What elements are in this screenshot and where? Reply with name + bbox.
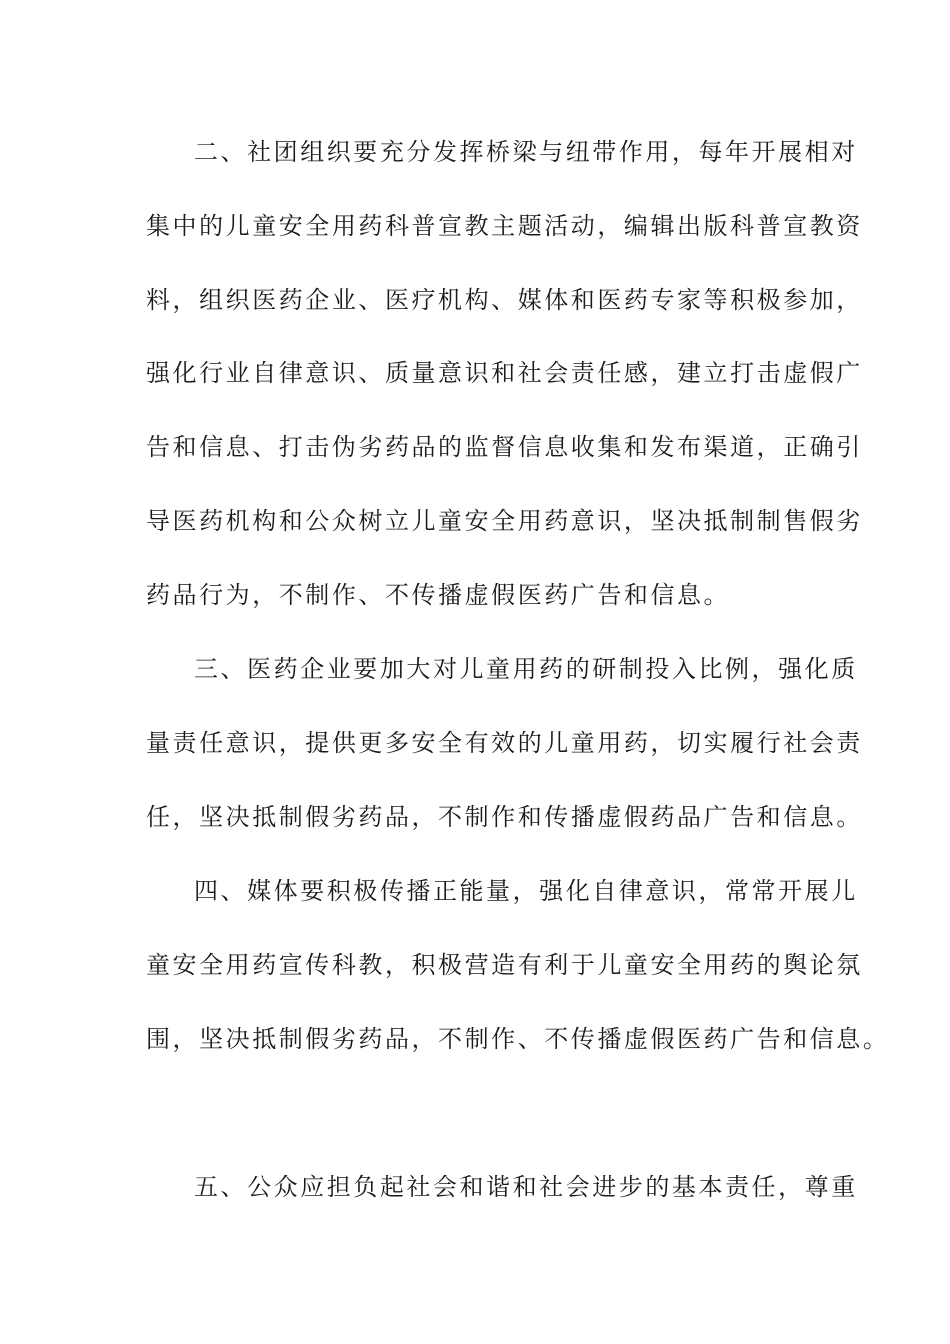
text-line: 三、医药企业要加大对儿童用药的研制投入比例，强化质 [194, 655, 858, 683]
text-line: 强化行业自律意识、质量意识和社会责任感，建立打击虚假广 [146, 359, 863, 387]
text-line: 围，坚决抵制假劣药品，不制作、不传播虚假医药广告和信息。 [146, 1025, 890, 1053]
text-line: 告和信息、打击伪劣药品的监督信息收集和发布渠道，正确引 [146, 433, 863, 461]
text-line: 二、社团组织要充分发挥桥梁与纽带作用，每年开展相对 [194, 138, 858, 166]
text-line: 童安全用药宣传科教，积极营造有利于儿童安全用药的舆论氛 [146, 951, 863, 979]
text-line: 四、媒体要积极传播正能量，强化自律意识，常常开展儿 [194, 877, 858, 905]
text-line: 五、公众应担负起社会和谐和社会进步的基本责任，尊重 [194, 1173, 858, 1201]
text-line: 导医药机构和公众树立儿童安全用药意识，坚决抵制制售假劣 [146, 507, 863, 535]
text-line: 料，组织医药企业、医疗机构、媒体和医药专家等积极参加， [146, 286, 863, 314]
text-line: 药品行为，不制作、不传播虚假医药广告和信息。 [146, 581, 731, 609]
text-line: 集中的儿童安全用药科普宣教主题活动，编辑出版科普宣教资 [146, 212, 863, 240]
text-line: 任，坚决抵制假劣药品，不制作和传播虚假药品广告和信息。 [146, 803, 863, 831]
text-line: 量责任意识，提供更多安全有效的儿童用药，切实履行社会责 [146, 729, 863, 757]
